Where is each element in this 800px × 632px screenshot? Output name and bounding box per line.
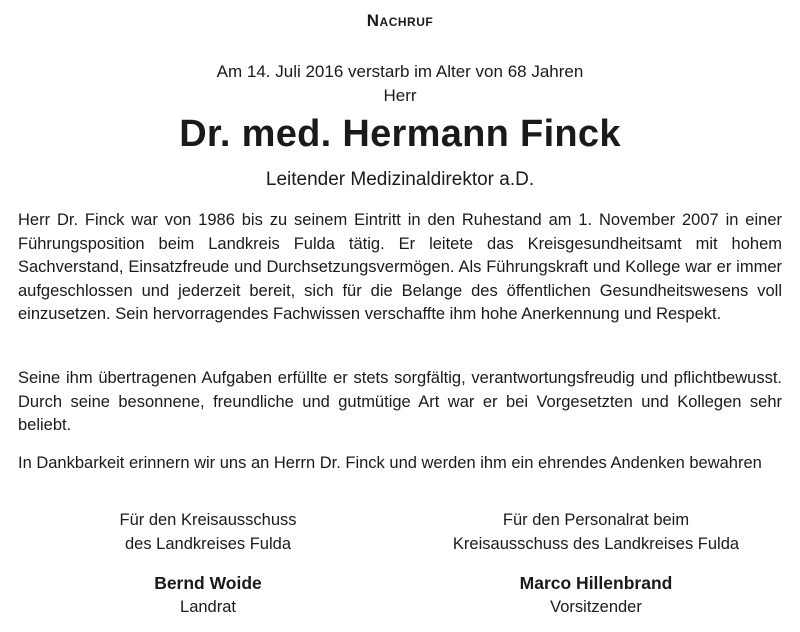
paragraph-text: Seine ihm übertragenen Aufgaben erfüllte er stets sorgfältig, verantwortungsfreudig und pflichtbewusst. Durch seine besonnene, freundliche und gutmütige Art war er bei Vorgesetzten und Kollegen sehr beliebt. [18, 369, 782, 435]
paragraph-gratitude [18, 452, 782, 476]
signature-org-line: Für den Kreisausschuss [119, 511, 297, 529]
signature-org-line: Kreisausschuss des Landkreises Fulda [452, 534, 740, 553]
signatory-name: Marco Hillenbrand [519, 573, 673, 594]
signature-block-kreisausschuss [28, 509, 388, 619]
notice-heading: Nachruf [366, 11, 434, 30]
paragraph-text: In Dankbarkeit erinnern wir uns an Herrn Dr. Finck und werden ihm ein ehrendes Andenken bewahren [18, 454, 762, 472]
signature-block-personalrat [416, 509, 776, 619]
signature-org-line: Für den Personalrat beim [502, 511, 690, 529]
deceased-name: Dr. med. Hermann Finck [179, 113, 621, 155]
intro-line: Am 14. Juli 2016 verstarb im Alter von 68 Jahren [216, 62, 584, 81]
paragraph-text: Herr Dr. Finck war von 1986 bis zu seinem Eintritt in den Ruhestand am 1. November 2007 in einer Führungsposition beim Landkreis Fulda tätig. Er leitete das Kreisgesundheitsamt mit hohem Sachverstand, Einsatzfreude und Durchsetzungsvermögen. Als Führungskraft und Kollege war er immer aufgeschlossen und jederzeit bereit, sich für die Belange des öffentlichen Gesundheitswesens voll einzusetzen. Sein hervorragendes Fachwissen verschaffte ihm hohe Anerkennung und Respekt. [18, 211, 782, 324]
signatory-title: Vorsitzender [550, 597, 642, 616]
signatory-title: Landrat [180, 597, 236, 616]
paragraph-career [18, 209, 782, 327]
intro-block [0, 60, 800, 108]
signature-org-line: des Landkreises Fulda [124, 534, 291, 553]
paragraph-character [18, 367, 782, 438]
salutation: Herr [383, 86, 417, 105]
deceased-role: Leitender Medizinaldirektor a.D. [265, 169, 535, 190]
signatory-name: Bernd Woide [154, 573, 262, 594]
